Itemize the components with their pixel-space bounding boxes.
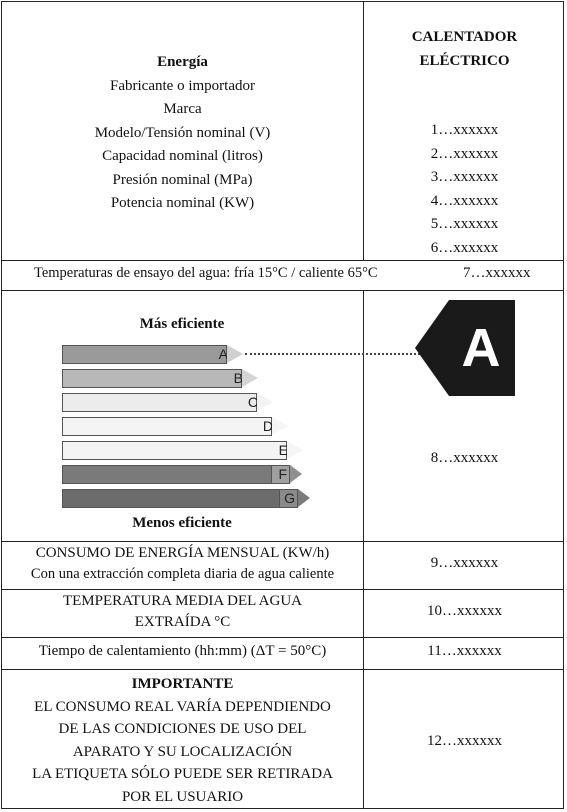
value-1: 1…xxxxxx: [430, 122, 499, 138]
consumption-line2: Con una extracción completa diaria de agua caliente: [30, 566, 335, 582]
water-temp-line1: TEMPERATURA MEDIA DEL AGUA: [62, 593, 303, 609]
important-block: [2, 673, 363, 808]
value-8: 8…xxxxxx: [430, 450, 499, 466]
pressure-label: Presión nominal (MPa): [112, 171, 253, 188]
heating-time-label: Tiempo de calentamiento (hh:mm) (ΔT = 50°C): [38, 643, 327, 659]
value-6: 6…xxxxxx: [430, 239, 499, 256]
value-4: 4…xxxxxx: [430, 192, 499, 209]
energy-label-table: [1, 1, 564, 809]
rating-letter: A: [461, 318, 501, 378]
value-9: 9…xxxxxx: [430, 555, 499, 571]
value-7: 7…xxxxxx: [463, 265, 531, 281]
water-temp-block: [2, 591, 363, 633]
important-line1: EL CONSUMO REAL VARÍA DEPENDIENDO: [34, 698, 331, 715]
important-line2: DE LAS CONDICIONES DE USO DEL: [58, 721, 307, 737]
model-voltage-label: Modelo/Tensión nominal (V): [94, 124, 271, 141]
class-label-a: A: [218, 346, 228, 362]
product-info-block: [2, 51, 363, 216]
important-line4: LA ETIQUETA SÓLO PUEDE SER RETIRADA: [32, 766, 333, 782]
brand-label: Marca: [163, 101, 202, 117]
value-10: 10…xxxxxx: [427, 603, 502, 619]
value-5: 5…xxxxxx: [430, 216, 499, 232]
important-line3: APARATO Y SU LOCALIZACIÓN: [72, 743, 293, 760]
class-label-f: F: [278, 466, 287, 482]
power-label: Potencia nominal (KW): [110, 195, 255, 211]
class-label-e: E: [278, 442, 288, 458]
most-efficient-label: Más eficiente: [139, 316, 225, 332]
rating-leader-line: [245, 353, 420, 355]
value-2: 2…xxxxxx: [430, 145, 499, 162]
energy-title: Energía: [157, 54, 208, 70]
value-12: 12…xxxxxx: [427, 733, 502, 749]
product-type-line2: ELÉCTRICO: [419, 52, 510, 69]
consumption-block: [2, 543, 363, 585]
class-label-c: C: [247, 394, 258, 410]
class-label-d: D: [262, 418, 273, 434]
manufacturer-label: Fabricante o importador: [110, 77, 255, 94]
important-title: IMPORTANTE: [131, 676, 234, 692]
value-11: 11…xxxxxx: [427, 643, 502, 659]
least-efficient-label: Menos eficiente: [132, 515, 232, 531]
water-temp-line2: EXTRAÍDA °C: [134, 614, 231, 630]
product-type-block: [364, 26, 565, 73]
value-3: 3…xxxxxx: [430, 169, 499, 185]
header-values: [364, 119, 565, 260]
test-temperature-label: Temperaturas de ensayo del agua: fría 15°C / caliente 65°C: [34, 265, 378, 281]
consumption-line1: CONSUMO DE ENERGÍA MENSUAL (KW/h): [35, 545, 330, 561]
important-line5: POR EL USUARIO: [121, 788, 244, 805]
class-label-b: B: [233, 370, 243, 386]
class-label-g: G: [284, 490, 295, 506]
capacity-label: Capacidad nominal (litros): [102, 148, 263, 164]
product-type-line1: CALENTADOR: [411, 29, 518, 45]
rating-arrow: [415, 300, 515, 396]
